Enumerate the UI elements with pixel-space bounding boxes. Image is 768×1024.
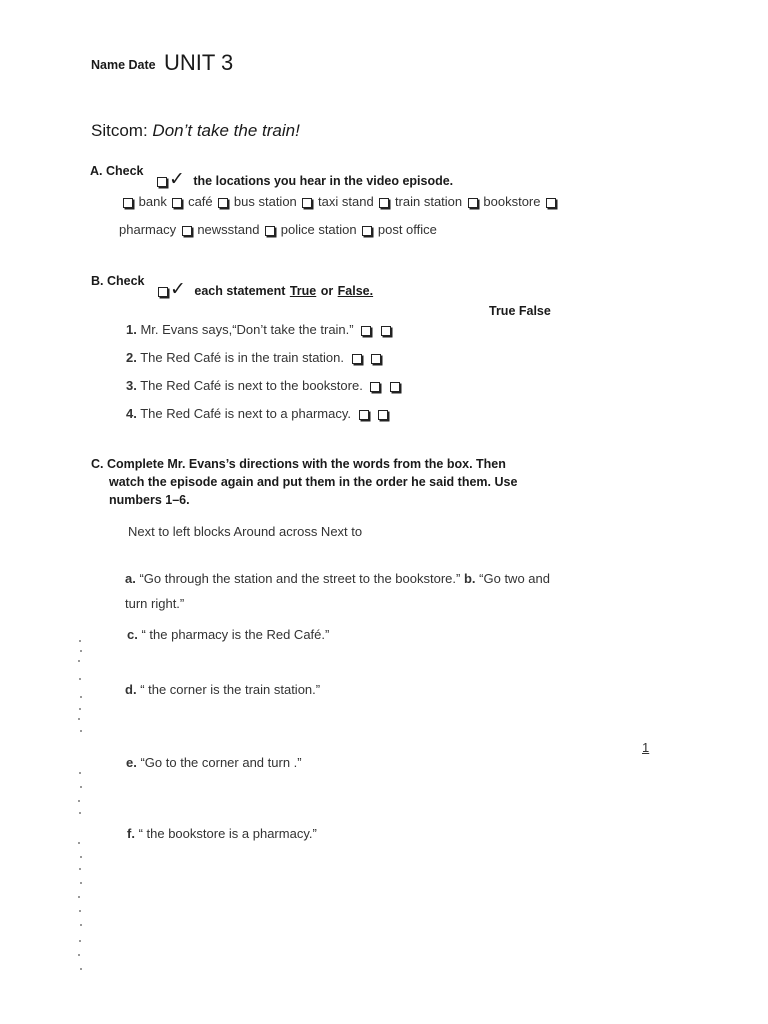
true-false-header: True False: [489, 304, 551, 318]
section-b-instruction-line: [156, 278, 373, 301]
item-label: e.: [126, 755, 137, 770]
page-number: 1: [642, 740, 650, 755]
section-c-instruction: [91, 455, 517, 509]
false-checkbox[interactable]: [378, 410, 388, 420]
location-label: café: [188, 194, 213, 209]
item-text: “ the corner is the train station.”: [140, 682, 321, 697]
false-word: False.: [337, 284, 374, 298]
locations-row-2: [119, 222, 437, 237]
location-checkbox-bank[interactable]: [123, 198, 133, 208]
statement-text: The Red Café is in the train station.: [140, 350, 345, 365]
section-a-instruction: the locations you hear in the video episode.: [193, 174, 454, 188]
statement-number: 1.: [126, 322, 137, 337]
location-label: bookstore: [483, 194, 541, 209]
location-checkbox-post-office[interactable]: [362, 226, 372, 236]
item-text: “Go to the corner and turn .”: [140, 755, 302, 770]
true-checkbox[interactable]: [370, 382, 380, 392]
statement-row: [126, 406, 390, 421]
location-checkbox-bookstore[interactable]: [468, 198, 478, 208]
false-checkbox[interactable]: [390, 382, 400, 392]
title-prefix: Sitcom:: [91, 121, 148, 140]
checkbox-icon: [158, 287, 168, 297]
or-word: or: [320, 284, 334, 298]
section-a-label: A. Check: [90, 164, 144, 178]
false-checkbox[interactable]: [381, 326, 391, 336]
true-checkbox[interactable]: [352, 354, 362, 364]
item-b-continuation: turn right.”: [125, 596, 185, 611]
true-checkbox[interactable]: [361, 326, 371, 336]
location-label: bank: [138, 194, 167, 209]
location-checkbox-taxi-stand[interactable]: [302, 198, 312, 208]
location-label: bus station: [233, 194, 297, 209]
section-b-label: B. Check: [91, 274, 145, 288]
checkmark-icon: ✓: [170, 279, 186, 300]
checkmark-icon: ✓: [169, 169, 185, 190]
unit-title: UNIT 3: [164, 50, 234, 75]
word-box: Next to left blocks Around across Next to: [128, 524, 363, 539]
item-label: b.: [463, 571, 476, 586]
location-label: pharmacy: [119, 222, 177, 237]
item-d-line: [125, 682, 320, 697]
section-c-line: watch the episode again and put them in the order he said them. Use: [109, 475, 518, 489]
item-text: “Go through the station and the street to the bookstore.”: [139, 571, 461, 586]
episode-title: Don’t take the train!: [152, 121, 300, 140]
item-f-line: [127, 826, 317, 841]
location-label: newsstand: [197, 222, 260, 237]
location-label: post office: [377, 222, 437, 237]
item-label: c.: [127, 627, 138, 642]
statement-row: [126, 322, 393, 337]
location-checkbox-train-station[interactable]: [379, 198, 389, 208]
section-c-line: numbers 1–6.: [109, 493, 190, 507]
item-label: a.: [125, 571, 136, 586]
location-label: police station: [280, 222, 357, 237]
section-a-instruction-line: [155, 168, 453, 191]
section-b-instruction: each statement: [194, 284, 286, 298]
section-c-line: C. Complete Mr. Evans’s directions with the words from the box. Then: [91, 457, 506, 471]
item-text: “Go two and: [479, 571, 550, 586]
location-checkbox-police-station[interactable]: [265, 226, 275, 236]
location-checkbox-pharmacy[interactable]: [546, 198, 556, 208]
true-checkbox[interactable]: [359, 410, 369, 420]
location-checkbox-bus-station[interactable]: [218, 198, 228, 208]
item-c-line: [127, 627, 329, 642]
true-word: True: [289, 284, 317, 298]
location-label: train station: [394, 194, 463, 209]
checkbox-icon: [157, 177, 167, 187]
item-text: “ the bookstore is a pharmacy.”: [138, 826, 317, 841]
location-checkbox-cafe[interactable]: [172, 198, 182, 208]
statement-row: [126, 350, 383, 365]
name-date-label: Name Date: [91, 58, 156, 72]
page-title: [91, 121, 300, 141]
statement-text: The Red Café is next to a pharmacy.: [140, 406, 351, 421]
statement-row: [126, 378, 402, 393]
statement-number: 3.: [126, 378, 137, 393]
statement-text: The Red Café is next to the bookstore.: [140, 378, 363, 393]
item-label: d.: [125, 682, 137, 697]
statement-text: Mr. Evans says,“Don’t take the train.”: [140, 322, 354, 337]
location-checkbox-newsstand[interactable]: [182, 226, 192, 236]
locations-row-1: [121, 194, 558, 209]
false-checkbox[interactable]: [371, 354, 381, 364]
item-text: “ the pharmacy is the Red Café.”: [141, 627, 330, 642]
statement-number: 4.: [126, 406, 137, 421]
item-label: f.: [127, 826, 135, 841]
item-e-line: [126, 755, 302, 770]
statement-number: 2.: [126, 350, 137, 365]
location-label: taxi stand: [318, 194, 374, 209]
item-a-line: [125, 571, 550, 586]
